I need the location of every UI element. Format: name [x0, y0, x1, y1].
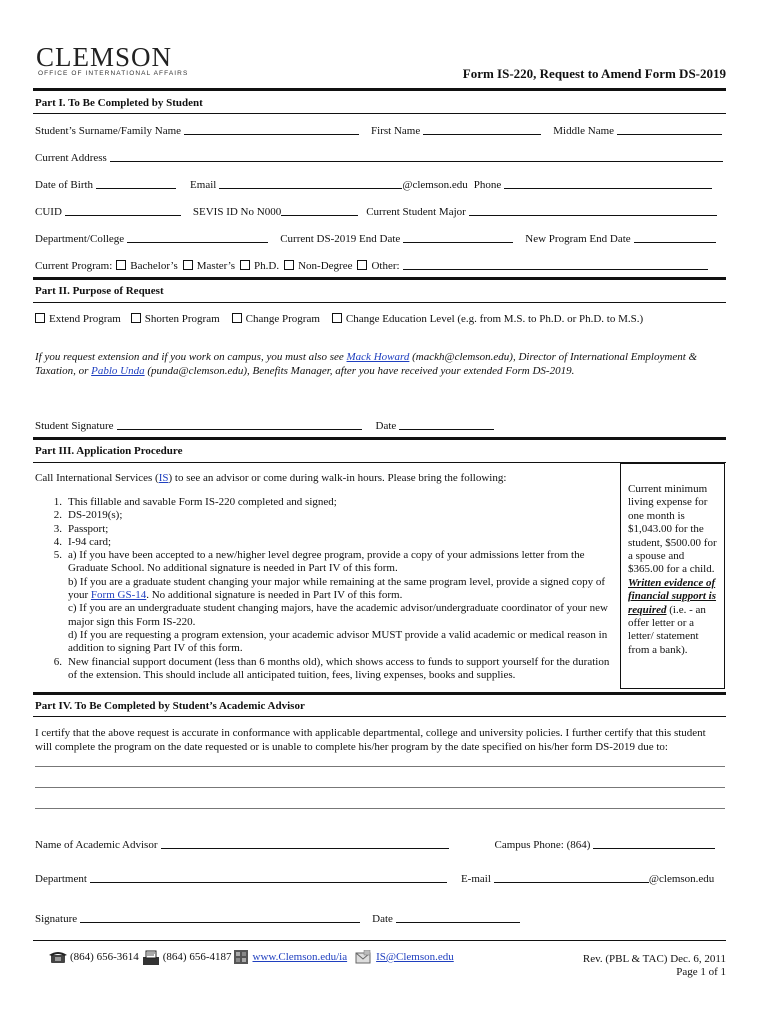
item5d-text: d) If you are requesting a program extension, your academic advisor MUST provide a valid academic or medical reason in addition to signing Part IV of this form.	[68, 628, 608, 655]
row-student-signature	[35, 416, 725, 432]
new-end-label: New Program End Date	[525, 233, 631, 245]
surname-label: Student’s Surname/Family Name	[35, 125, 182, 137]
phone-field[interactable]	[504, 177, 712, 189]
row-advisor-dept-email	[35, 869, 725, 885]
reason-line-2[interactable]	[35, 787, 725, 788]
item6-text: New financial support document (less than 6 months old), which shows access to funds to support yourself for the duration of the extension. This should include all anticipated tuition, fees, living expenses, books and supplies.	[68, 655, 610, 681]
advisor-name-field[interactable]	[161, 837, 449, 849]
clemson-logo-wordmark: CLEMSON	[36, 42, 173, 72]
financial-note-text-1: Current minimum living expense for one month is $1,043.00 for the student, $500.00 for a spouse and $365.00 for a child.	[628, 483, 717, 576]
other-label: Other:	[371, 260, 400, 272]
major-field[interactable]	[469, 204, 717, 216]
list-item-5b	[35, 576, 610, 603]
form-title: Form IS-220, Request to Amend Form DS-2019	[462, 66, 726, 81]
sevis-label: SEVIS ID No N000	[192, 206, 282, 218]
pablo-unda-link[interactable]: Pablo Unda	[91, 365, 145, 377]
student-date-label: Date	[375, 420, 397, 432]
extension-note	[35, 350, 725, 378]
note-text-4: (punda@clemson.edu), Benefits Manager, after you have received your extended Form DS-2019.	[144, 365, 575, 377]
list-text: I-94 card;	[68, 535, 112, 548]
financial-note-text-3: (i.e. - an offer letter or a letter/ statement from a bank).	[628, 603, 706, 656]
dob-field[interactable]	[96, 177, 176, 189]
list-item	[35, 496, 610, 509]
revision-text: Rev. (PBL & TAC) Dec. 6, 2011	[582, 953, 726, 965]
list-item-5c	[35, 602, 610, 629]
item5c-text: c) If you are an undergraduate student changing majors, have the academic advisor/undergraduate coordinator of your new major sign this Form IS-220.	[68, 602, 608, 628]
intro-text-2: ) to see an advisor or come during walk-in hours. Please bring the following:	[168, 472, 507, 484]
dept-field[interactable]	[127, 231, 268, 243]
cuid-label: CUID	[35, 206, 62, 218]
phd-checkbox[interactable]	[240, 260, 250, 270]
fax-icon	[141, 950, 161, 964]
shorten-program-checkbox[interactable]	[131, 313, 141, 323]
note-text-2: (mackh@clemson.edu), Director of International Employment &	[409, 351, 698, 363]
list-num: 2.	[53, 509, 62, 522]
footer-divider	[33, 940, 726, 941]
student-signature-label: Student Signature	[35, 420, 114, 432]
email-label: Email	[190, 179, 217, 191]
advisor-name-label: Name of Academic Advisor	[35, 839, 158, 851]
item5b-text-1: b) If you are a graduate student changing your major while remaining at the same program level, provide a signed copy of your	[68, 575, 605, 602]
procedure-intro	[35, 471, 615, 485]
list-item	[35, 549, 610, 576]
change-program-checkbox[interactable]	[232, 313, 242, 323]
is-link[interactable]: IS	[158, 472, 169, 484]
footer-revision	[583, 953, 726, 979]
first-name-label: First Name	[371, 125, 421, 137]
masters-label: Master’s	[196, 260, 236, 272]
row-advisor-signature	[35, 909, 725, 925]
procedure-list	[35, 496, 610, 682]
page-number: Page 1 of 1	[676, 966, 726, 978]
list-num: 1.	[53, 496, 62, 508]
advisor-date-label: Date	[372, 913, 393, 925]
form-gs14-link[interactable]: Form GS-14	[90, 589, 147, 602]
advisor-signature-label: Signature	[35, 913, 78, 925]
row-current-program	[35, 256, 725, 272]
clemson-logo-subtitle: OFFICE OF INTERNATIONAL AFFAIRS	[38, 70, 189, 77]
header-divider	[33, 88, 726, 91]
campus-phone-label: Campus Phone: (864)	[494, 839, 591, 851]
address-field[interactable]	[110, 150, 723, 162]
item5b-text-2: . No additional signature is needed in Part IV of this form.	[146, 589, 403, 602]
list-item-5d	[35, 629, 610, 656]
row-purpose	[35, 309, 725, 325]
ds-end-label: Current DS-2019 End Date	[280, 233, 401, 245]
email-field[interactable]	[219, 177, 402, 189]
list-num: 3.	[53, 522, 62, 535]
cuid-field[interactable]	[65, 204, 181, 216]
row-advisor	[35, 835, 725, 851]
non-degree-checkbox[interactable]	[284, 260, 294, 270]
list-num: 5.	[53, 549, 62, 562]
part1-divider	[33, 113, 726, 114]
advisor-email-label: E-mail	[460, 873, 491, 885]
advisor-signature-field[interactable]	[80, 911, 360, 923]
program-label: Current Program:	[35, 260, 113, 272]
extend-program-checkbox[interactable]	[35, 313, 45, 323]
campus-phone-field[interactable]	[593, 837, 715, 849]
address-label: Current Address	[35, 152, 107, 164]
financial-note	[628, 483, 722, 657]
part2-divider	[33, 302, 726, 303]
footer-fax: (864) 656-4187	[162, 951, 232, 963]
row-address	[35, 148, 725, 164]
advisor-certification: I certify that the above request is accurate in conformance with applicable departmental, college and university policies. I further certify that this student will complete the program on the date requested or is unable to complete his/her program by the date specified on his/her form DS-2019 due to:	[35, 727, 706, 753]
list-num: 6.	[53, 655, 62, 668]
student-date-field[interactable]	[399, 418, 494, 430]
advisor-email-field[interactable]	[494, 871, 649, 883]
list-item-6	[35, 656, 610, 683]
part3-top-divider	[33, 437, 726, 440]
part4-heading: Part IV. To Be Completed by Student’s Academic Advisor	[35, 700, 305, 712]
bachelors-label: Bachelor’s	[130, 260, 178, 272]
note-text-3: Taxation, or	[35, 365, 92, 377]
change-level-checkbox[interactable]	[332, 313, 342, 323]
advisor-department-field[interactable]	[90, 871, 447, 883]
list-text: DS-2019(s);	[68, 509, 123, 522]
ds-end-field[interactable]	[403, 231, 513, 243]
dept-label: Department/College	[35, 233, 125, 245]
row-dob-email-phone	[35, 175, 725, 191]
phone-icon	[48, 950, 68, 964]
row-dept-dates	[35, 229, 725, 245]
part1-heading: Part I. To Be Completed by Student	[35, 97, 203, 109]
masters-checkbox[interactable]	[183, 260, 193, 270]
middle-name-label: Middle Name	[553, 125, 615, 137]
advisor-date-field[interactable]	[396, 911, 520, 923]
phd-label: Ph.D.	[254, 260, 280, 272]
email-icon	[355, 950, 371, 964]
web-icon	[234, 950, 248, 964]
other-field[interactable]	[403, 258, 708, 270]
middle-name-field[interactable]	[617, 123, 722, 135]
extend-program-label: Extend Program	[49, 313, 121, 325]
part2-top-divider	[33, 277, 726, 280]
note-text-1: If you request extension and if you work on campus, you must also see	[35, 351, 347, 363]
phone-label: Phone	[473, 179, 502, 191]
list-item	[35, 536, 610, 549]
part4-top-divider	[33, 692, 726, 695]
reason-line-1[interactable]	[35, 766, 725, 767]
list-text: a) If you have been accepted to a new/higher level degree program, provide a copy of your admissions letter from the Graduate School. No additional signature is needed in Part IV of this form.	[68, 549, 585, 575]
dob-label: Date of Birth	[35, 179, 94, 191]
footer-phone: (864) 656-3614	[70, 951, 139, 963]
list-item	[35, 509, 610, 522]
list-num: 4.	[53, 535, 62, 548]
financial-note-emphasis: Written evidence of financial support is required	[628, 576, 717, 616]
shorten-program-label: Shorten Program	[144, 313, 220, 325]
part2-heading: Part II. Purpose of Request	[35, 285, 164, 297]
part4-divider	[33, 716, 726, 717]
row-cuid-sevis-major	[35, 202, 725, 218]
footer-email-link[interactable]: IS@Clemson.edu	[376, 951, 454, 963]
footer-contacts	[48, 950, 454, 964]
advisor-department-label: Department	[35, 873, 87, 885]
change-level-label: Change Education Level (e.g. from M.S. to Ph.D. or Ph.D. to M.S.)	[345, 313, 644, 325]
first-name-field[interactable]	[423, 123, 541, 135]
reason-line-3[interactable]	[35, 808, 725, 809]
advisor-email-suffix: @clemson.edu	[648, 873, 715, 885]
change-program-label: Change Program	[245, 313, 320, 325]
surname-field[interactable]	[184, 123, 359, 135]
bachelors-checkbox[interactable]	[116, 260, 126, 270]
new-end-field[interactable]	[634, 231, 716, 243]
mack-howard-link[interactable]: Mack Howard	[346, 351, 410, 363]
other-checkbox[interactable]	[357, 260, 367, 270]
list-text: Passport;	[68, 522, 109, 535]
row-names	[35, 121, 725, 137]
student-signature-field[interactable]	[117, 418, 362, 430]
list-item	[35, 523, 610, 536]
major-label: Current Student Major	[366, 206, 466, 218]
part3-heading: Part III. Application Procedure	[35, 445, 183, 457]
intro-text-1: Call International Services (	[35, 472, 159, 484]
email-suffix: @clemson.edu	[402, 179, 468, 191]
list-text: This fillable and savable Form IS-220 completed and signed;	[68, 496, 337, 508]
footer-web-link[interactable]: www.Clemson.edu/ia	[252, 951, 348, 963]
sevis-field[interactable]	[281, 204, 358, 216]
non-degree-label: Non-Degree	[298, 260, 353, 272]
